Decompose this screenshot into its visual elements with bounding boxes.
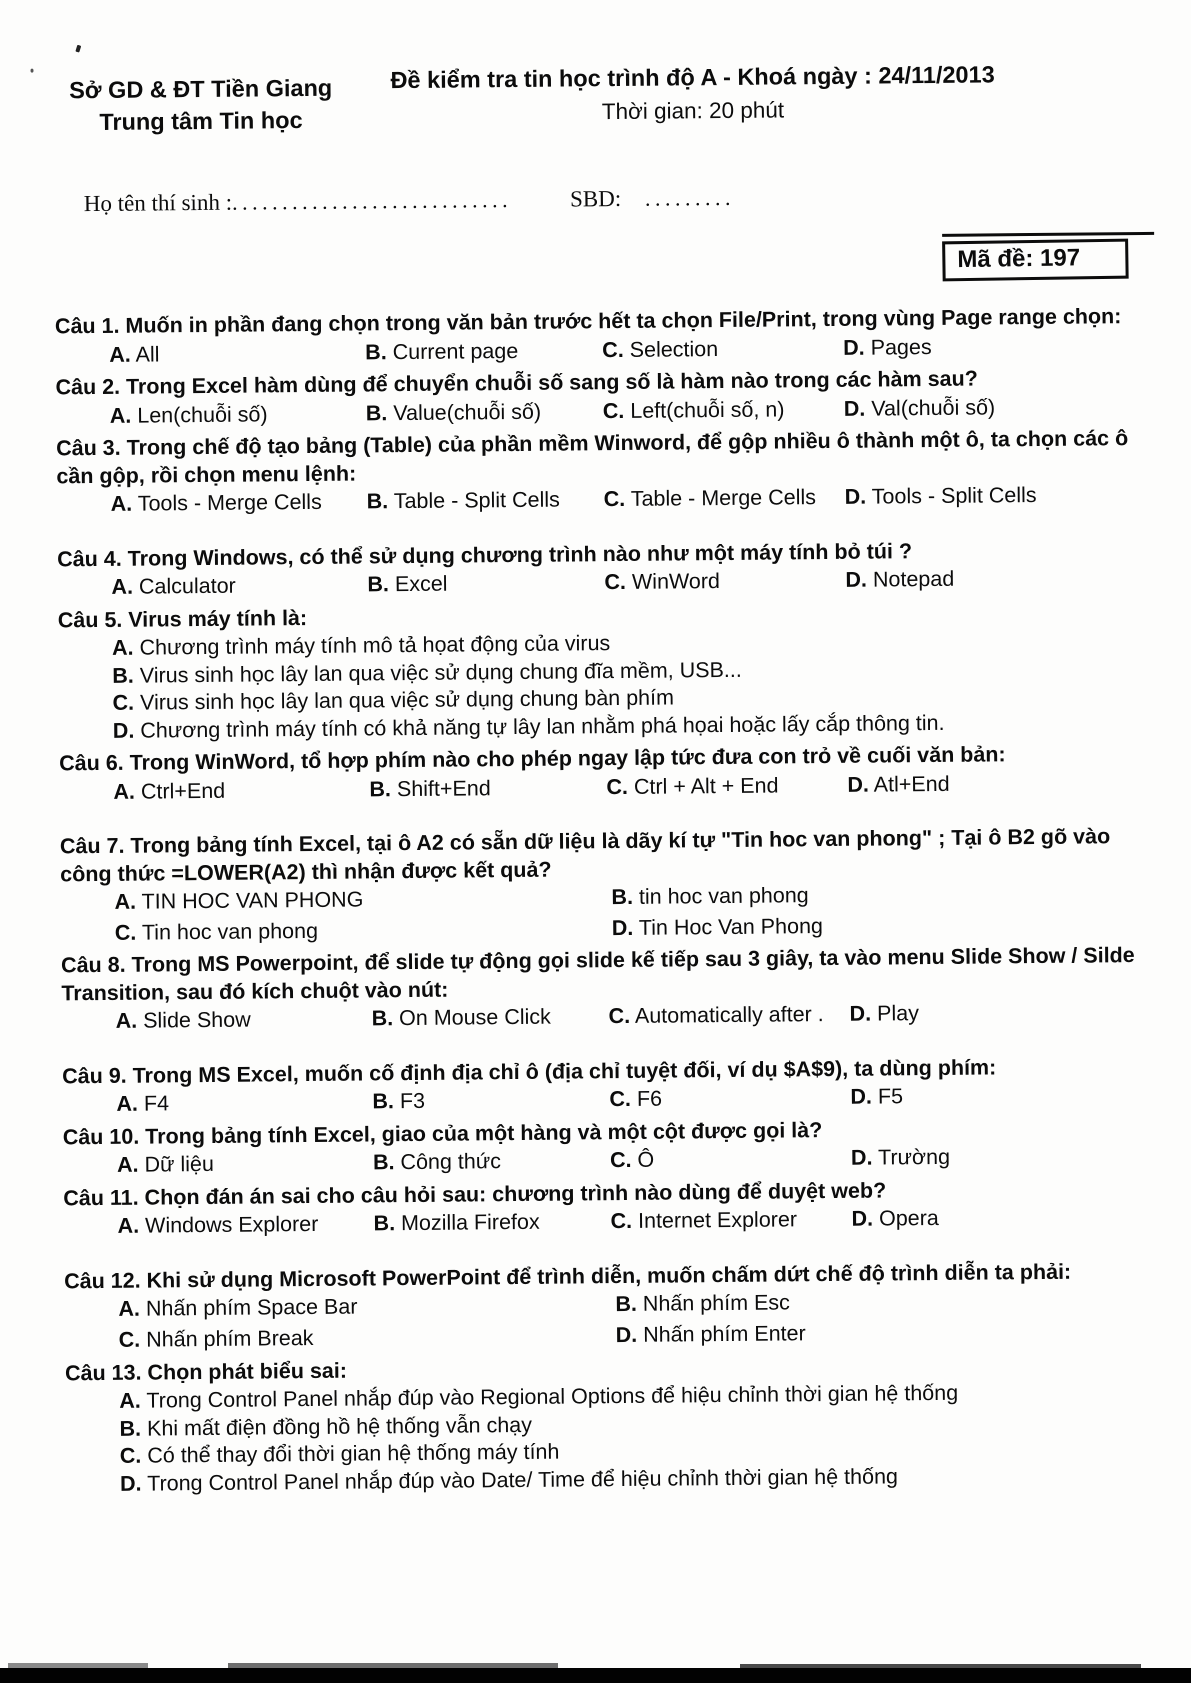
option-letter: C.: [603, 487, 626, 512]
option-text: Calculator: [138, 573, 236, 599]
exam-code-box: Mã đề: 197: [942, 239, 1129, 282]
option-text: Val(chuỗi số): [871, 394, 996, 421]
option-text: Slide Show: [143, 1007, 251, 1033]
option-letter: D.: [845, 567, 868, 592]
exam-title: Đề kiểm tra tin học trình độ A - Khoá ngày : 24/11/2013: [390, 61, 995, 94]
question-1: [55, 303, 1147, 370]
option-letter: D.: [851, 1207, 874, 1232]
question-5: [58, 597, 1151, 746]
option-letter: C.: [608, 1004, 631, 1029]
option-b: [611, 879, 1152, 912]
option-letter: C.: [118, 1327, 141, 1352]
organization-line1: Sở GD & ĐT Tiền Giang: [69, 74, 333, 104]
option-letter: A.: [118, 1297, 141, 1322]
option-b: [365, 337, 602, 367]
option-text: Tools - Split Cells: [871, 483, 1037, 509]
option-d: [850, 1081, 1154, 1111]
question-options: [64, 1286, 1157, 1355]
option-letter: B.: [615, 1292, 638, 1317]
option-d: [616, 1317, 1157, 1350]
question-stem: Câu 3. Trong chế độ tạo bảng (Table) của phần mềm Winword, để gộp nhiều ô thành một ô, ta chọn các ô cần gộp, rồi chọn menu lệnh:: [56, 426, 1129, 488]
option-letter: B.: [367, 572, 390, 597]
question-stem: Câu 13. Chọn phát biểu sai:: [64, 1358, 348, 1385]
question-stem: Câu 2. Trong Excel hàm dùng để chuyển chuỗi số sang số là hàm nào trong các hàm sau?: [55, 366, 978, 400]
option-d: [849, 998, 1153, 1028]
option-letter: A.: [119, 1388, 141, 1413]
option-text: Nhấn phím Enter: [643, 1321, 806, 1347]
option-letter: C.: [112, 690, 135, 716]
option-text: Pages: [870, 334, 932, 360]
option-d: [847, 769, 1151, 799]
option-b: [373, 1209, 610, 1239]
option-c: [602, 334, 843, 364]
question-13: [65, 1349, 1158, 1498]
option-letter: A.: [109, 342, 131, 367]
option-a: [111, 572, 367, 602]
option-c: [604, 567, 845, 597]
option-a: [117, 1150, 373, 1180]
option-letter: A.: [111, 574, 134, 600]
exam-title-block: [343, 61, 1044, 128]
option-text: Virus sinh học lây lan qua việc sử dụng chung bàn phím: [139, 685, 675, 715]
option-c: [609, 1084, 850, 1114]
option-letter: D.: [611, 915, 634, 940]
option-letter: B.: [369, 776, 392, 802]
option-letter: A.: [113, 779, 136, 804]
option-letter: D.: [849, 1001, 872, 1027]
option-letter: C.: [602, 337, 624, 362]
option-text: Play: [876, 1001, 920, 1026]
option-letter: D.: [847, 772, 870, 797]
option-text: tin hoc van phong: [638, 883, 809, 910]
option-text: All: [135, 341, 160, 367]
option-letter: D.: [844, 484, 867, 509]
option-a: [118, 1292, 615, 1324]
option-letter: A.: [115, 1008, 138, 1034]
option-b: [366, 398, 603, 428]
option-text: On Mouse Click: [399, 1005, 551, 1031]
option-text: Opera: [878, 1206, 939, 1231]
question-stem: Câu 7. Trong bảng tính Excel, tại ô A2 có sẵn dữ liệu là dãy kí tự "Tin hoc van phong" ; Tại ô B2 gõ vào công thức =LOWER(A2) thì nhận được kết quả?: [59, 824, 1111, 887]
option-text: Value(chuỗi số): [393, 399, 542, 425]
option-text: Atl+End: [873, 771, 950, 797]
sbd-blank: .........: [644, 184, 736, 211]
option-c: [604, 484, 845, 514]
option-text: WinWord: [631, 569, 721, 595]
option-text: Ctrl+End: [140, 778, 226, 804]
question-stem: Câu 10. Trong bảng tính Excel, giao của một hàng và một cột được gọi là?: [62, 1117, 823, 1150]
questions-list: [55, 298, 1158, 1499]
scan-edge-bar: [0, 1668, 1191, 1683]
option-text: Trong Control Panel nhắp đúp vào Date/ Time để hiệu chỉnh thời gian hệ thống: [147, 1463, 899, 1496]
option-text: Table - Split Cells: [393, 487, 560, 514]
option-text: Trường: [877, 1145, 951, 1170]
option-d: [844, 392, 1148, 422]
option-text: Dữ liệu: [144, 1152, 214, 1177]
option-d: [851, 1203, 1155, 1233]
option-letter: D.: [843, 396, 866, 421]
option-c: [608, 1001, 849, 1031]
option-letter: C.: [609, 1087, 632, 1112]
option-text: Shift+End: [396, 775, 491, 801]
question-7: [60, 823, 1153, 948]
option-a: [116, 1089, 372, 1119]
option-text: Công thức: [400, 1149, 502, 1175]
option-letter: D.: [850, 1146, 873, 1171]
option-b: [372, 1086, 609, 1116]
option-b: [367, 569, 604, 599]
question-stem: Câu 8. Trong MS Powerpoint, để slide tự động gọi slide kế tiếp sau 3 giây, ta vào menu Slide Show / Silde Transition, sau đó kích chuột vào nút:: [60, 943, 1135, 1006]
option-letter: D.: [615, 1322, 638, 1348]
option-text: Tin hoc van phong: [141, 918, 319, 945]
option-text: F6: [636, 1086, 663, 1112]
question-12: [64, 1258, 1157, 1355]
option-d: [851, 1142, 1155, 1172]
option-b: [615, 1286, 1156, 1319]
option-text: F5: [877, 1084, 904, 1109]
candidate-name-label: Họ tên thí sinh :: [83, 189, 233, 217]
question-10: [63, 1114, 1155, 1181]
option-text: Left(chuỗi số, n): [630, 396, 785, 423]
option-letter: C.: [610, 1209, 633, 1234]
option-text: Excel: [394, 571, 448, 597]
option-letter: A.: [114, 889, 137, 915]
option-text: Ctrl + Alt + End: [633, 773, 779, 799]
option-a: [109, 339, 365, 369]
option-letter: D.: [843, 335, 865, 360]
option-c: [606, 772, 847, 802]
option-text: Có thể thay đổi thời gian hệ thống máy tính: [147, 1439, 560, 1468]
option-text: Tools - Merge Cells: [137, 489, 322, 516]
option-letter: B.: [373, 1211, 396, 1236]
option-d: [845, 481, 1149, 511]
question-stem: Câu 5. Virus máy tính là:: [57, 605, 308, 633]
option-text: Selection: [629, 336, 719, 362]
candidate-info-row: [84, 181, 1145, 217]
option-letter: D.: [119, 1471, 142, 1496]
option-letter: C.: [119, 1443, 142, 1468]
option-text: Chương trình máy tính có khả năng tự lây lan nhằm phá họai hoặc lấy cắp thông tin.: [140, 710, 945, 743]
option-a: [114, 884, 611, 916]
option-text: F3: [399, 1089, 426, 1114]
organization-line2: Trung tâm Tin học: [99, 107, 303, 136]
option-text: Mozilla Firefox: [400, 1210, 540, 1236]
option-b: [373, 1148, 610, 1178]
option-text: Nhấn phím Space Bar: [145, 1295, 358, 1322]
option-text: TIN HOC VAN PHONG: [141, 887, 364, 914]
option-a: [117, 1211, 373, 1241]
option-text: Tin Hoc Van Phong: [638, 913, 824, 940]
option-letter: B.: [372, 1150, 395, 1175]
option-letter: A.: [116, 1092, 139, 1117]
question-stem: Câu 9. Trong MS Excel, muốn cố định địa chỉ ô (địa chỉ tuyệt đối, ví dụ $A$9), ta dùng phím:: [62, 1055, 997, 1089]
scan-speck: [30, 69, 33, 73]
option-letter: D.: [112, 718, 135, 743]
option-letter: B.: [112, 663, 134, 688]
option-text: Ô: [637, 1148, 655, 1173]
question-stem: Câu 11. Chọn đán án sai cho câu hỏi sau: chương trình nào dùng để duyệt web?: [63, 1178, 887, 1211]
option-d: [843, 331, 1147, 361]
option-d: [845, 564, 1149, 594]
question-options: [65, 1378, 1158, 1499]
option-letter: B.: [119, 1416, 142, 1441]
option-letter: A.: [110, 491, 133, 516]
option-c: [115, 915, 612, 947]
option-text: Automatically after .: [634, 1002, 824, 1029]
sbd-group: [570, 185, 735, 213]
question-stem: Câu 1. Muốn in phần đang chọn trong văn bản trước hết ta chọn File/Print, trong vùng Page range chọn:: [54, 304, 1122, 339]
scan-speck: [75, 45, 81, 53]
option-text: Notepad: [872, 566, 955, 592]
option-text: Table - Merge Cells: [630, 485, 817, 511]
option-letter: B.: [365, 339, 387, 364]
option-text: Windows Explorer: [144, 1212, 319, 1239]
option-text: Len(chuỗi số): [137, 401, 268, 428]
question-3: [56, 425, 1149, 519]
question-8: [61, 942, 1154, 1036]
option-b: [372, 1003, 609, 1033]
question-9: [62, 1053, 1154, 1120]
question-stem: Câu 4. Trong Windows, có thể sử dụng chương trình nào như một máy tính bỏ túi ?: [57, 538, 913, 572]
question-options: [60, 879, 1153, 948]
option-text: Current page: [392, 338, 519, 364]
question-stem: Câu 6. Trong WinWord, tổ hợp phím nào cho phép ngay lập tức đưa con trỏ về cuối văn bản:: [59, 742, 1006, 776]
exam-duration: Thời gian: 20 phút: [601, 97, 785, 125]
question-2: [55, 364, 1147, 431]
organization-block: [43, 71, 360, 139]
sbd-label: SBD:: [569, 185, 622, 212]
option-text: Chương trình máy tính mô tả họat động của virus: [139, 631, 611, 660]
option-letter: A.: [116, 1153, 139, 1178]
option-letter: B.: [611, 885, 634, 910]
option-letter: D.: [850, 1084, 873, 1110]
option-a: [116, 1006, 372, 1036]
option-c: [603, 395, 844, 425]
option-b: [367, 486, 604, 516]
option-text: Virus sinh học lây lan qua việc sử dụng chung đĩa mềm, USB...: [139, 657, 742, 688]
option-text: Nhấn phím Break: [146, 1325, 314, 1352]
option-text: Internet Explorer: [637, 1207, 798, 1234]
option-c: [610, 1145, 851, 1175]
option-a: [113, 776, 369, 806]
option-a: [111, 489, 367, 519]
option-letter: C.: [604, 570, 627, 595]
option-text: Khi mất điện đồng hồ hệ thống vẫn chạy: [146, 1412, 533, 1441]
question-11: [63, 1175, 1155, 1242]
option-letter: B.: [366, 489, 389, 514]
option-letter: C.: [602, 398, 625, 423]
option-letter: C.: [606, 774, 629, 799]
exam-code-rule: [942, 232, 1154, 237]
question-stem: Câu 12. Khi sử dụng Microsoft PowerPoint để trình diễn, muốn chấm dứt chế độ trình diễn ta phải:: [64, 1259, 1072, 1294]
option-letter: A.: [111, 635, 134, 661]
option-letter: B.: [365, 400, 388, 425]
option-letter: C.: [114, 920, 137, 945]
option-text: Nhấn phím Esc: [642, 1290, 790, 1317]
option-text: Trong Control Panel nhắp đúp vào Regional Options để hiệu chỉnh thời gian hệ thống: [146, 1380, 959, 1413]
option-c: [610, 1206, 851, 1236]
option-letter: C.: [609, 1148, 632, 1173]
option-text: F4: [143, 1091, 170, 1116]
option-letter: B.: [371, 1006, 394, 1031]
option-letter: A.: [117, 1214, 140, 1239]
question-4: [57, 536, 1149, 603]
option-c: [119, 1322, 616, 1354]
question-options: [58, 625, 1151, 746]
option-d: [612, 910, 1153, 943]
option-letter: B.: [372, 1089, 395, 1114]
option-b: [369, 774, 606, 804]
question-6: [59, 740, 1151, 807]
candidate-name-blank: ............................: [231, 187, 513, 215]
option-a: [110, 400, 366, 430]
option-letter: A.: [109, 403, 132, 428]
